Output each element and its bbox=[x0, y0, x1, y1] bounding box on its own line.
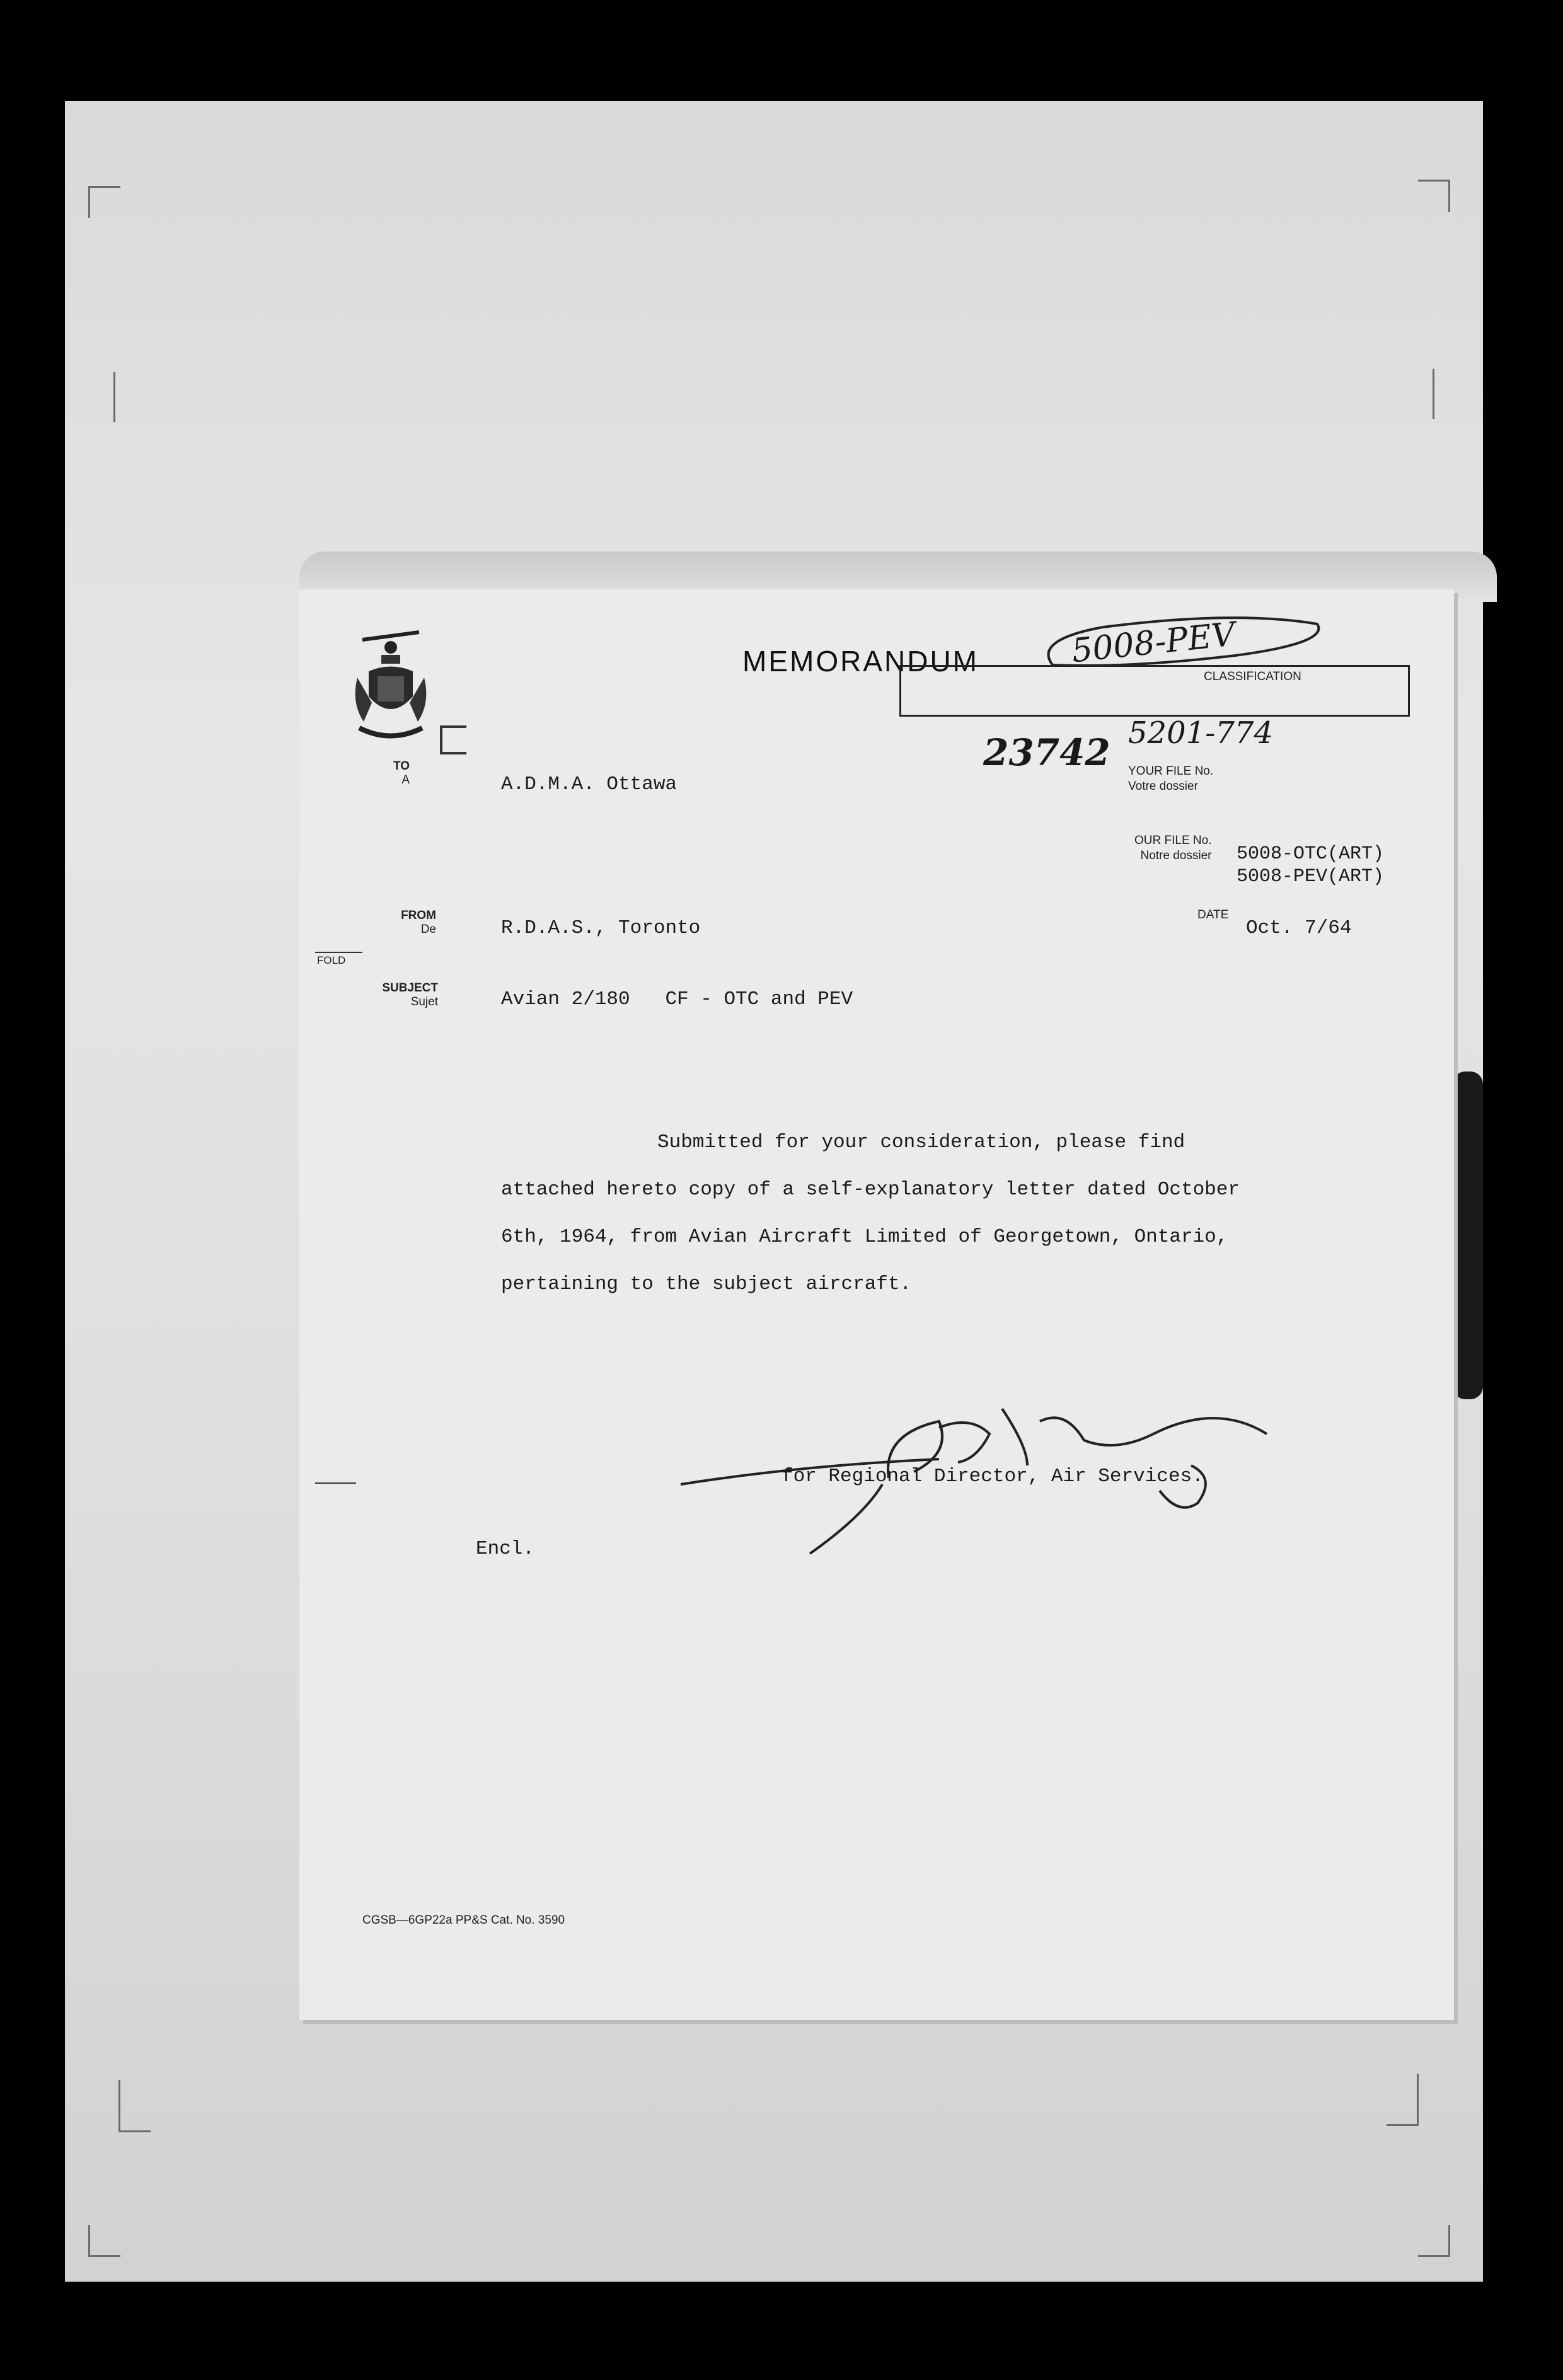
to-label-fr: A bbox=[401, 773, 410, 787]
crop-mark-bottom-right bbox=[1387, 2074, 1419, 2126]
form-number: CGSB—6GP22a PP&S Cat. No. 3590 bbox=[362, 1914, 565, 1927]
crop-mark-lower-left bbox=[88, 2225, 120, 2257]
crop-mark-top-left bbox=[88, 186, 120, 218]
body-line-2: attached hereto copy of a self-explanatory letter dated October bbox=[501, 1179, 1240, 1201]
our-file-label-fr: Notre dossier bbox=[1140, 849, 1212, 862]
from-label bbox=[366, 909, 436, 937]
to-label bbox=[378, 760, 410, 787]
from-label-fr: De bbox=[420, 923, 436, 936]
subject-label bbox=[353, 981, 438, 1009]
memorandum-page bbox=[299, 589, 1454, 2020]
crop-mark-bottom-left bbox=[118, 2080, 151, 2132]
our-file-value-1: 5008-OTC(ART) bbox=[1237, 843, 1385, 865]
handwritten-number: 23742 bbox=[983, 731, 1110, 774]
subject-label-fr: Sujet bbox=[410, 995, 438, 1008]
to-label-en: TO bbox=[393, 760, 410, 773]
your-file-label-en: YOUR FILE No. bbox=[1128, 765, 1214, 778]
your-file-label-fr: Votre dossier bbox=[1128, 780, 1198, 793]
memo-title: MEMORANDUM bbox=[742, 645, 979, 678]
sheet-edge-damage bbox=[1453, 1072, 1483, 1399]
classification-box bbox=[899, 665, 1410, 717]
pencil-bracket-mark bbox=[432, 722, 476, 760]
body-line-3: 6th, 1964, from Avian Aircraft Limited of Georgetown, Ontario, bbox=[501, 1226, 1228, 1248]
your-file-label bbox=[1128, 764, 1213, 794]
crop-mark-top-right bbox=[1418, 180, 1450, 212]
body-line-1: Submitted for your consideration, please find bbox=[657, 1131, 1185, 1153]
fold-line-bottom bbox=[315, 1482, 356, 1484]
handwritten-file-top: 5008-PEV bbox=[1070, 615, 1237, 671]
our-file-label-en: OUR FILE No. bbox=[1134, 834, 1212, 847]
enclosure: Encl. bbox=[476, 1538, 535, 1560]
date-label: DATE bbox=[1197, 908, 1229, 921]
coat-of-arms-icon bbox=[350, 627, 432, 753]
to-value: A.D.M.A. Ottawa bbox=[501, 773, 678, 795]
fold-label: FOLD bbox=[317, 954, 346, 966]
date-value: Oct. 7/64 bbox=[1246, 917, 1352, 939]
handwritten-file-ref: 5201-774 bbox=[1128, 715, 1273, 751]
crop-mark-lower-right bbox=[1418, 2225, 1450, 2257]
crop-mark-mid-left bbox=[113, 372, 146, 422]
classification-label: CLASSIFICATION bbox=[1204, 670, 1301, 683]
subject-label-en: SUBJECT bbox=[382, 981, 438, 995]
from-label-en: FROM bbox=[401, 909, 436, 922]
our-file-label bbox=[1134, 833, 1211, 864]
signature-line: for Regional Director, Air Services. bbox=[782, 1465, 1204, 1488]
crop-mark-mid-right bbox=[1402, 369, 1434, 419]
subject-value: Avian 2/180 CF - OTC and PEV bbox=[501, 988, 853, 1010]
body-line-4: pertaining to the subject aircraft. bbox=[501, 1273, 912, 1295]
from-value: R.D.A.S., Toronto bbox=[501, 917, 701, 939]
our-file-value-2: 5008-PEV(ART) bbox=[1237, 866, 1385, 887]
